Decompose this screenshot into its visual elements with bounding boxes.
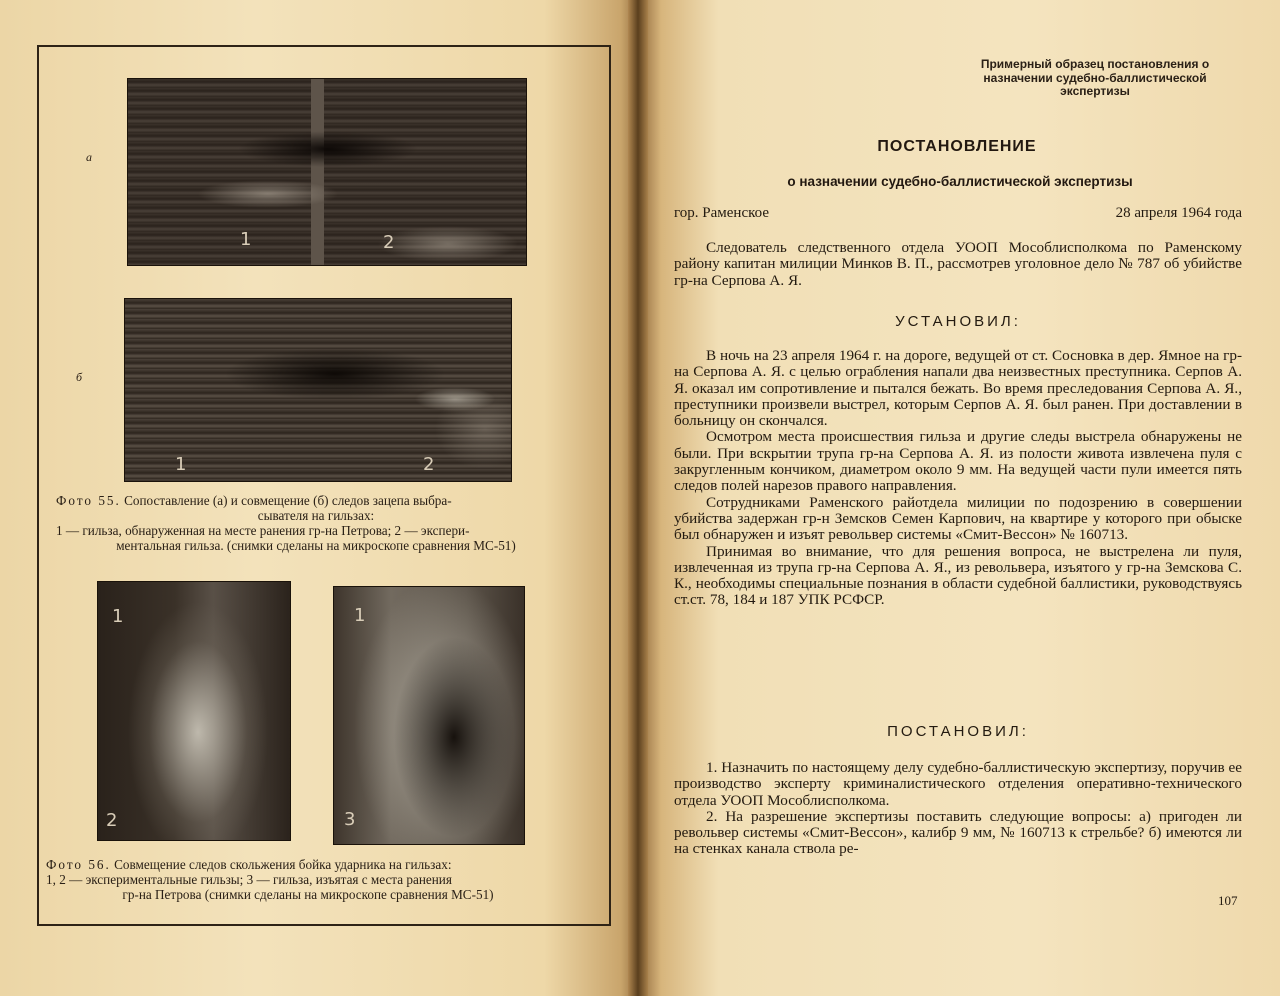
photo-number: 2 — [423, 454, 435, 475]
caption-line: Совмещение следов скольжения бойка ударника на гильзах: — [114, 857, 452, 872]
paragraph: 1. Назначить по настоящему делу судебно-баллистическую экспертизу, поручив ее производство эксперту криминалистического отделения оперативно-технического отдела УООП Мособлисполкома. — [674, 759, 1242, 809]
photo-number: 1 — [240, 229, 252, 250]
photo-number: 1 — [354, 605, 366, 626]
photo-number: 2 — [383, 232, 395, 253]
header-line: Примерный образец постановления о — [980, 57, 1210, 71]
photo-56-right — [333, 586, 525, 845]
document-title: ПОСТАНОВЛЕНИЕ — [877, 138, 1037, 155]
caption-photo-56 — [46, 857, 570, 902]
photo-number: 1 — [175, 454, 187, 475]
paragraph: Осмотром места происшествия гильза и другие следы выстрела обнаружены не были. При вскрытии трупа гр-на Серпова А. Я. из полости живота извлечена пуля с закругленным кончиком, диаметром около 9 мм. На ведущей части пули имеется пять следов полей нарезов правого направления. — [674, 428, 1242, 495]
place: гор. Раменское — [674, 205, 769, 221]
photo-number: 1 — [112, 606, 124, 627]
caption-line: сывателя на гильзах: — [257, 508, 375, 523]
document-subtitle: о назначении судебно-баллистической экспертизы — [787, 174, 1133, 189]
paragraph: В ночь на 23 апреля 1964 г. на дороге, ведущей от ст. Сосновка в дер. Ямное на гр-на Серпова А. Я. с целью ограбления напали два неизвестных преступника. Серпов А. Я. оказал им сопротивление и пытался бежать. Во время преследования Серпова А. Я., преступники произвели выстрел, которым Серпов А. Я. был ранен. При доставлении в больницу он скончался. — [674, 347, 1242, 430]
section-heading-decided: ПОСТАНОВИЛ: — [887, 723, 1029, 740]
paragraph: Принимая во внимание, что для решения вопроса, не выстрелена ли пуля, извлеченная из трупа гр-на Серпова А. Я., из револьвера, изъятого у гр-на Земскова С. К., необходимы специальные познания в области судебной баллистики, руководствуясь ст.ст. 78, 184 и 187 УПК РСФСР. — [674, 542, 1242, 609]
section-heading-established: УСТАНОВИЛ: — [895, 313, 1021, 330]
date: 28 апреля 1964 года — [1115, 205, 1242, 221]
page-number: 107 — [1218, 893, 1238, 908]
photo-55a — [127, 78, 527, 266]
paragraph: Следователь следственного отдела УООП Мособлисполкома по Раменскому району капитан милиции Минков В. П., рассмотрев уголовное дело № 787 об убийстве гр-на Серпова А. Я. — [674, 239, 1242, 289]
photo-number: 3 — [344, 809, 356, 830]
photo-number: 2 — [106, 810, 118, 831]
photo-56-left — [97, 581, 291, 841]
photo-b-label: б — [76, 370, 83, 384]
caption-lead: Фото 56. — [46, 857, 111, 872]
caption-line: гр-на Петрова (снимки сделаны на микроскопе сравнения МС-51) — [122, 887, 494, 902]
photo-55b — [124, 298, 512, 482]
intro-paragraph — [674, 240, 1242, 289]
caption-photo-55 — [56, 493, 576, 553]
paragraph: 2. На разрешение экспертизы поставить следующие вопросы: а) пригоден ли револьвер системы «Смит-Вессон», калибр 9 мм, № 160713 к стрельбе? б) имеются ли на стенках канала ствола ре- — [674, 807, 1242, 858]
header-line: экспертизы — [1060, 84, 1130, 98]
book-gutter — [628, 0, 648, 996]
paragraph: Сотрудниками Раменского райотдела милиции по подозрению в совершении убийства задержан гр-н Земсков Семен Карпович, на квартире у которого при обыске был обнаружен и изъят револьвер системы «Смит-Вессон» № 160713. — [674, 493, 1242, 544]
running-header — [940, 58, 1250, 99]
caption-line: ментальная гильза. (снимки сделаны на микроскопе сравнения МС-51) — [116, 538, 516, 553]
place-date-row — [674, 205, 1242, 221]
caption-line: 1 — гильза, обнаруженная на месте ранения гр-на Петрова; 2 — экспери- — [56, 523, 470, 538]
caption-lead: Фото 55. — [56, 493, 121, 508]
decided-body — [674, 760, 1242, 858]
header-line: назначении судебно-баллистической — [983, 70, 1207, 85]
caption-line: 1, 2 — экспериментальные гильзы; 3 — гильза, изъятая с места ранения — [46, 872, 452, 887]
established-body — [674, 348, 1242, 609]
photo-a-label: а — [86, 150, 92, 164]
caption-line: Сопоставление (а) и совмещение (б) следов зацепа выбра- — [124, 493, 452, 508]
